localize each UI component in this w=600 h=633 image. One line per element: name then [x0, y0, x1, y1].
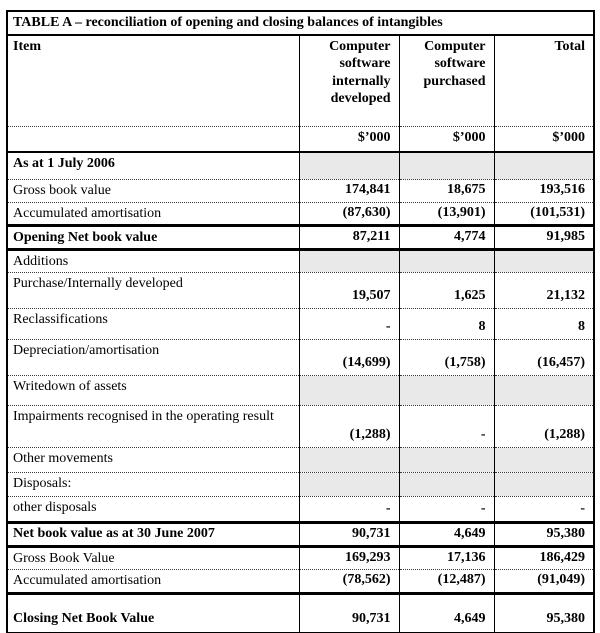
table-row [7, 546, 594, 570]
value-cell: - [399, 405, 494, 447]
value-cell: 174,841 [299, 180, 399, 203]
value-cell: 186,429 [539, 549, 586, 565]
row-label: Writedown of assets [7, 375, 299, 405]
value-cell [399, 375, 494, 405]
row-label: Gross book value [7, 180, 299, 203]
table-row [7, 375, 594, 405]
row-label: Purchase/Internally developed [7, 272, 299, 308]
value-cell: (87,630) [299, 202, 399, 226]
value-cell: (12,487) [399, 570, 494, 594]
value-cell: 8 [494, 308, 594, 339]
value-cell: (91,049) [494, 570, 594, 594]
value-cell: 1,625 [399, 272, 494, 308]
table-row [7, 226, 594, 250]
value-cell: 87,211 [299, 226, 399, 250]
table-row [7, 522, 594, 546]
value-cell: (13,901) [399, 202, 494, 226]
value-cell: (16,457) [494, 339, 594, 375]
value-cell: 90,731 [299, 593, 399, 633]
table-row [7, 570, 594, 594]
row-label: Gross Book Value [7, 546, 299, 570]
row-label: Net book value as at 30 June 2007 [7, 522, 299, 546]
column-header-total: Total [554, 38, 586, 54]
value-cell: 193,516 [494, 180, 594, 203]
value-cell: - [494, 496, 594, 522]
value-cell: 4,649 [399, 522, 494, 546]
units-cell: $’000 [399, 127, 494, 152]
value-cell [299, 375, 399, 405]
value-cell [494, 249, 594, 272]
table-row [7, 339, 594, 375]
row-label: Other movements [7, 447, 299, 472]
row-label: As at 1 July 2006 [7, 152, 299, 180]
value-cell: (14,699) [299, 339, 399, 375]
value-cell [399, 472, 494, 496]
value-cell: (1,288) [494, 405, 594, 447]
value-cell: 90,731 [299, 522, 399, 546]
column-header-software-purchased: Computer software purchased [399, 35, 494, 127]
column-header-item: Item [7, 35, 299, 127]
value-cell [399, 447, 494, 472]
table-row [7, 447, 594, 472]
table-row [7, 35, 594, 127]
row-label: Additions [7, 249, 299, 272]
value-cell: (1,288) [299, 405, 399, 447]
table-row [7, 11, 594, 35]
table-row [7, 152, 594, 180]
value-cell: (1,758) [399, 339, 494, 375]
table-row [7, 308, 594, 339]
row-label: Accumulated amortisation [7, 570, 299, 594]
value-cell [494, 375, 594, 405]
value-cell: 169,293 [299, 546, 399, 570]
value-cell: 91,985 [494, 226, 594, 250]
value-cell: 17,136 [399, 546, 494, 570]
value-cell [399, 249, 494, 272]
value-cell [494, 152, 594, 180]
value-cell: 21,132 [494, 272, 594, 308]
units-cell: $’000 [299, 127, 399, 152]
row-label: Accumulated amortisation [7, 202, 299, 226]
value-cell [299, 447, 399, 472]
table-row [7, 496, 594, 522]
row-label: Impairments recognised in the operating result [7, 405, 299, 447]
table-row [7, 272, 594, 308]
table-row [7, 127, 594, 152]
row-label: Opening Net book value [7, 226, 299, 250]
value-cell [299, 249, 399, 272]
units-cell: $’000 [494, 127, 594, 152]
table-row [7, 202, 594, 226]
table-row [7, 593, 594, 633]
intangibles-reconciliation-table [6, 10, 595, 633]
value-cell [299, 472, 399, 496]
table-row [7, 405, 594, 447]
table-row [7, 180, 594, 203]
value-cell: 8 [399, 308, 494, 339]
value-cell [399, 152, 494, 180]
row-label: Depreciation/amortisation [7, 339, 299, 375]
row-label: other disposals [7, 496, 299, 522]
column-header-software-internal: Computer software internally developed [299, 35, 399, 127]
value-cell: 95,380 [494, 593, 594, 633]
value-cell: - [299, 496, 399, 522]
value-cell: 4,649 [399, 593, 494, 633]
value-cell: - [299, 308, 399, 339]
value-cell: 95,380 [494, 522, 594, 546]
value-cell: 19,507 [299, 272, 399, 308]
value-cell: (101,531) [494, 202, 594, 226]
value-cell [494, 472, 594, 496]
table-title: TABLE A – reconciliation of opening and closing balances of intangibles [7, 11, 594, 35]
row-label: Closing Net Book Value [7, 593, 299, 633]
value-cell: - [399, 496, 494, 522]
value-cell [494, 447, 594, 472]
value-cell: (78,562) [299, 570, 399, 594]
row-label: Disposals: [7, 472, 299, 496]
table-row [7, 472, 594, 496]
value-cell [299, 152, 399, 180]
row-label: Reclassifications [7, 308, 299, 339]
value-cell: 18,675 [399, 180, 494, 203]
table-row [7, 249, 594, 272]
value-cell: 4,774 [399, 226, 494, 250]
units-label-cell [7, 127, 299, 152]
